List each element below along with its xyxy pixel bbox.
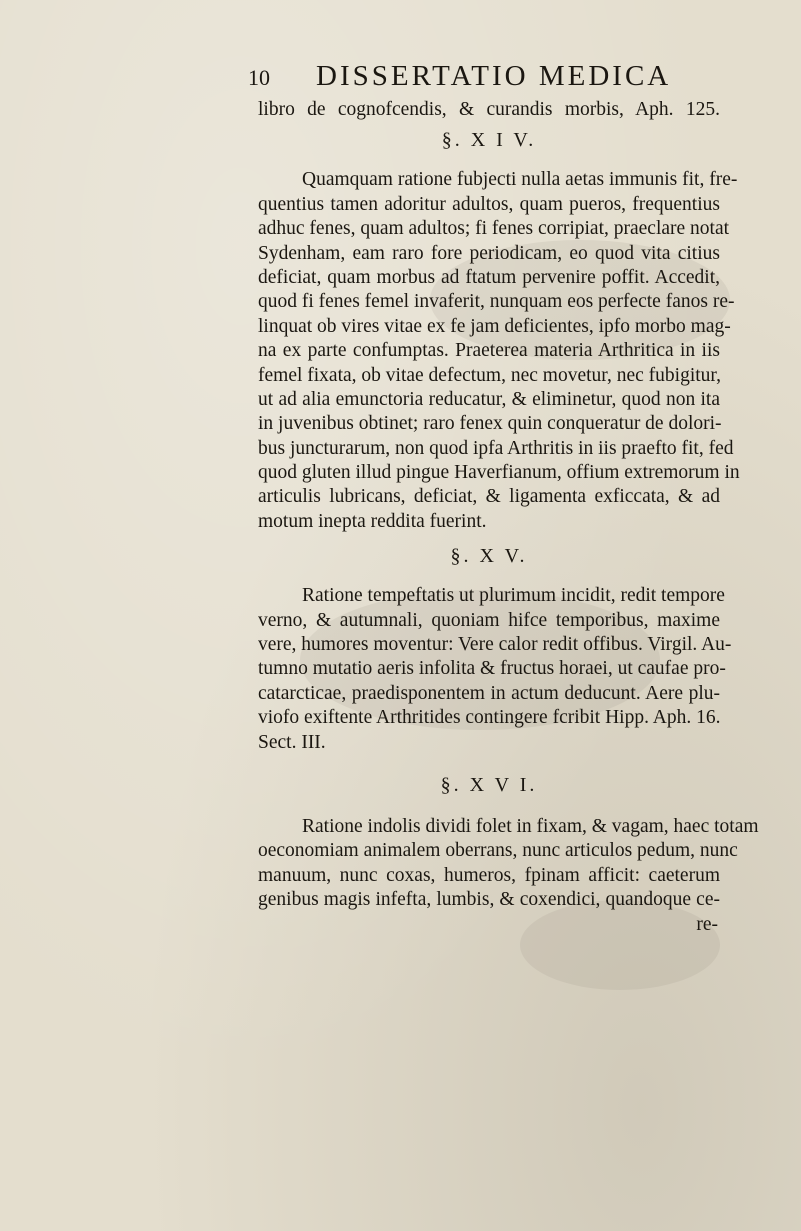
running-head-title: DISSERTATIO MEDICA <box>316 60 672 92</box>
text-line: tumno mutatio aeris infolita & fructus horaei, ut caufae pro- <box>258 658 726 680</box>
text-line: quod gluten illud pingue Haverfianum, offium extremorum in <box>258 462 740 484</box>
text-line: articulis lubricans, deficiat, & ligamenta exficcata, & ad <box>258 486 720 508</box>
section-heading-14: §. X I V. <box>441 129 537 152</box>
text-line: Sydenham, eam raro fore periodicam, eo quod vita citius <box>258 242 720 264</box>
text-line: vere, humores moventur: Vere calor redit offibus. Virgil. Au- <box>258 634 732 656</box>
text-line: deficiat, quam morbus ad ftatum pervenire poffit. Accedit, <box>258 266 720 288</box>
text-line: libro de cognofcendis, & curandis morbis, Aph. 125. <box>258 99 720 120</box>
section-heading-16: §. X V I. <box>440 773 538 796</box>
text-line: linquat ob vires vitae ex fe jam deficientes, ipfo morbo mag- <box>258 315 731 337</box>
text-line: catarcticae, praedisponentem in actum deducunt. Aere plu- <box>258 682 720 704</box>
text-line: Ratione tempeftatis ut plurimum incidit, redit tempore <box>302 585 725 607</box>
text-line: motum inepta reddita fuerint. <box>258 510 487 532</box>
text-line: Ratione indolis dividi folet in fixam, & vagam, haec totam <box>302 815 759 837</box>
text-line: Quamquam ratione fubjecti nulla aetas immunis fit, fre- <box>302 169 738 191</box>
catchword: re- <box>696 913 718 935</box>
text-line: Sect. III. <box>258 731 326 753</box>
text-line: in juvenibus obtinet; raro fenex quin conqueratur de dolori- <box>258 413 722 435</box>
page-number: 10 <box>248 65 270 90</box>
text-line: genibus magis infefta, lumbis, & coxendici, quandoque ce- <box>258 889 720 911</box>
text-line: ut ad alia emunctoria reducatur, & eliminetur, quod non ita <box>258 388 720 410</box>
running-head <box>248 60 718 93</box>
text-block <box>258 98 759 937</box>
text-line: oeconomiam animalem oberrans, nunc articulos pedum, nunc <box>258 840 738 862</box>
text-line: viofo exiftente Arthritides contingere fcribit Hipp. Aph. 16. <box>258 707 721 729</box>
text-line: verno, & autumnali, quoniam hifce temporibus, maxime <box>258 609 720 631</box>
text-line: femel fixata, ob vitae defectum, nec movetur, nec fubigitur, <box>258 364 722 386</box>
text-line: bus juncturarum, non quod ipfa Arthritis in iis praefto fit, fed <box>258 437 734 459</box>
text-line: adhuc fenes, quam adultos; fi fenes corripiat, praeclare notat <box>258 218 730 240</box>
section-heading-15: §. X V. <box>450 545 528 568</box>
text-line: na ex parte confumptas. Praeterea materia Arthritica in iis <box>258 340 720 362</box>
text-line: quentius tamen adoritur adultos, quam pueros, frequentius <box>258 193 720 215</box>
text-line: manuum, nunc coxas, humeros, fpinam afficit: caeterum <box>258 864 720 886</box>
text-line: quod fi fenes femel invaferit, nunquam eos perfecte fanos re- <box>258 291 735 313</box>
